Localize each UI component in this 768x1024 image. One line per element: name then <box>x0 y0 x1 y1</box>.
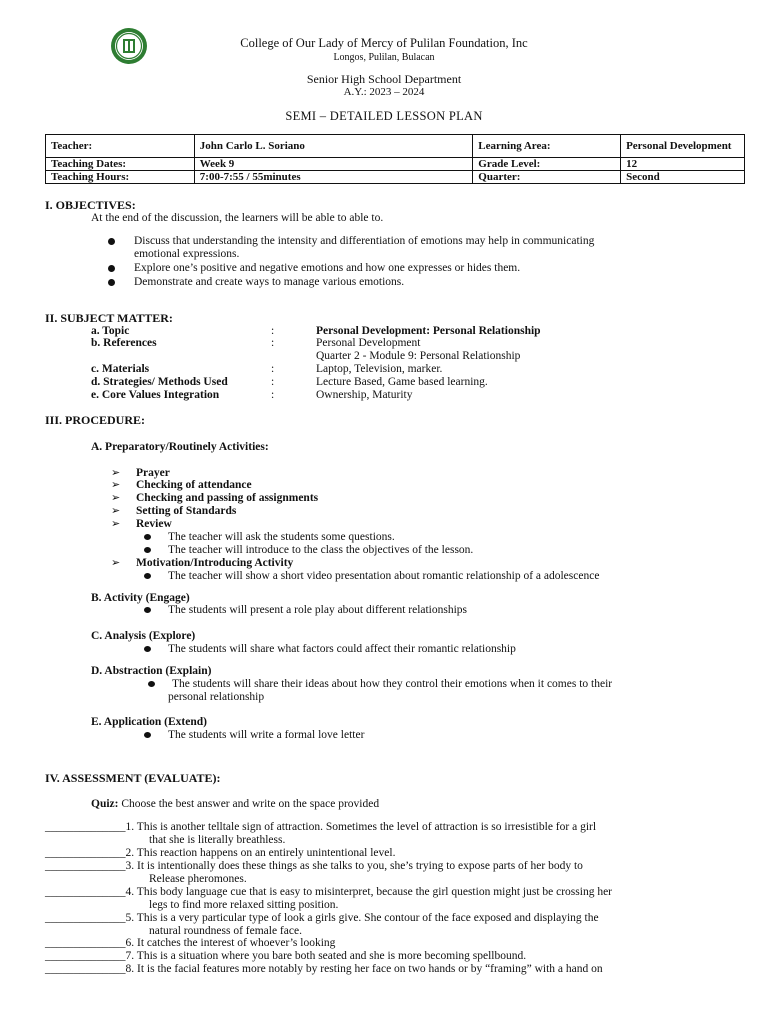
colon-separator: : <box>271 376 275 388</box>
question-text: 6. It catches the interest of whoever’s looking <box>125 937 336 949</box>
answer-blank[interactable]: ______________ <box>45 912 126 924</box>
teacher-value: John Carlo L. Soriano <box>194 135 473 158</box>
question-text: 1. This is another telltale sign of attraction. Sometimes the level of attraction is so irresistible for a girl <box>125 821 597 833</box>
topic-label: a. Topic <box>91 325 130 337</box>
question-text-continued: Release pheromones. <box>149 873 247 885</box>
answer-blank[interactable]: ______________ <box>45 847 126 859</box>
assessment-heading: IV. ASSESSMENT (EVALUATE): <box>45 771 221 785</box>
quiz-instructions <box>91 798 379 811</box>
activity-item: The students will present a role play about different relationships <box>168 604 468 616</box>
teaching-dates-label: Teaching Dates: <box>46 158 195 171</box>
colon-separator: : <box>271 363 275 375</box>
quiz-item <box>45 847 395 860</box>
institution-name: College of Our Lady of Mercy of Pulilan Foundation, Inc <box>240 36 528 50</box>
answer-blank[interactable]: ______________ <box>45 950 126 962</box>
topic-value: Personal Development: Personal Relationship <box>316 325 541 337</box>
answer-blank[interactable]: ______________ <box>45 937 126 949</box>
answer-blank[interactable]: ______________ <box>45 963 126 975</box>
arrow-bullet-icon: ➢ <box>111 557 121 569</box>
objective-item: Demonstrate and create ways to manage various emotions. <box>134 276 405 288</box>
department-name: Senior High School Department <box>306 72 462 86</box>
quiz-item <box>45 937 335 950</box>
preparatory-heading: A. Preparatory/Routinely Activities: <box>91 441 269 453</box>
procedure-heading: III. PROCEDURE: <box>45 413 146 427</box>
question-text: 4. This body language cue that is easy to misinterpret, because the girl question might just be crossing her <box>125 886 613 898</box>
abstraction-item-continued: personal relationship <box>168 691 265 703</box>
quarter-value: Second <box>621 171 745 184</box>
answer-blank[interactable]: ______________ <box>45 860 126 872</box>
quiz-label: Quiz: <box>91 798 119 810</box>
quiz-item <box>45 912 599 925</box>
arrow-bullet-icon: ➢ <box>111 518 121 530</box>
teaching-hours-label: Teaching Hours: <box>46 171 195 184</box>
objectives-intro: At the end of the discussion, the learners will be able to able to. <box>91 212 384 224</box>
prep-item: Setting of Standards <box>136 505 237 517</box>
question-text: 7. This is a situation where you bare both seated and she is more becoming spellbound. <box>125 950 527 962</box>
question-text-continued: that she is literally breathless. <box>149 834 286 846</box>
objective-item-continued: emotional expressions. <box>134 248 240 260</box>
teacher-info-table <box>45 134 745 184</box>
question-text: 3. It is intentionally does these things as she talks to you, she’s trying to expose parts of her body to <box>125 860 583 872</box>
quiz-item <box>45 860 583 873</box>
prep-item: Review <box>136 518 172 530</box>
arrow-bullet-icon: ➢ <box>111 505 121 517</box>
table-row <box>46 158 745 171</box>
teaching-dates-value: Week 9 <box>194 158 473 171</box>
academic-year: A.Y.: 2023 – 2024 <box>343 86 425 98</box>
quiz-item <box>45 821 596 834</box>
quarter-label: Quarter: <box>473 171 621 184</box>
prep-item: Checking of attendance <box>136 479 252 491</box>
core-values-label: e. Core Values Integration <box>91 389 220 401</box>
answer-blank[interactable]: ______________ <box>45 886 126 898</box>
abstraction-item: The students will share their ideas about how they control their emotions when it comes to their <box>172 678 613 690</box>
materials-label: c. Materials <box>91 363 150 375</box>
strategies-value: Lecture Based, Game based learning. <box>316 376 488 388</box>
question-text: 8. It is the facial features more notably by resting her face on two hands or by “framing” with a hand on <box>125 963 603 975</box>
prep-item: Checking and passing of assignments <box>136 492 319 504</box>
abstraction-heading: D. Abstraction (Explain) <box>91 665 212 677</box>
colon-separator: : <box>271 337 275 349</box>
review-item: The teacher will ask the students some questions. <box>168 531 395 543</box>
question-text: 5. This is a very particular type of look a girls give. She contour of the face exposed and displaying the <box>125 912 599 924</box>
question-text-continued: natural roundness of female face. <box>149 925 302 937</box>
teaching-hours-value: 7:00-7:55 / 55minutes <box>194 171 473 184</box>
application-item: The students will write a formal love letter <box>168 729 365 741</box>
analysis-item: The students will share what factors could affect their romantic relationship <box>168 643 516 655</box>
question-text-continued: legs to find more relaxed sitting position. <box>149 899 339 911</box>
core-values-value: Ownership, Maturity <box>316 389 413 401</box>
institution-address: Longos, Pulilan, Bulacan <box>333 52 435 63</box>
subject-matter-heading: II. SUBJECT MATTER: <box>45 311 173 325</box>
prep-item: Prayer <box>136 467 170 479</box>
learning-area-value: Personal Development <box>621 135 745 158</box>
quiz-item <box>45 950 526 963</box>
colon-separator: : <box>271 389 275 401</box>
learning-area-label: Learning Area: <box>473 135 621 158</box>
quiz-item <box>45 963 603 976</box>
references-value: Personal Development <box>316 337 421 349</box>
grade-level-value: 12 <box>621 158 745 171</box>
analysis-heading: C. Analysis (Explore) <box>91 630 196 642</box>
colon-separator: : <box>271 325 275 337</box>
arrow-bullet-icon: ➢ <box>111 467 121 479</box>
objective-item: Discuss that understanding the intensity and differentiation of emotions may help in communicating <box>134 235 595 247</box>
strategies-label: d. Strategies/ Methods Used <box>91 376 228 388</box>
objectives-heading: I. OBJECTIVES: <box>45 198 136 212</box>
grade-level-label: Grade Level: <box>473 158 621 171</box>
question-text: 2. This reaction happens on an entirely unintentional level. <box>125 847 396 859</box>
activity-heading: B. Activity (Engage) <box>91 592 190 604</box>
table-row <box>46 171 745 184</box>
motivation-heading: Motivation/Introducing Activity <box>136 557 294 569</box>
arrow-bullet-icon: ➢ <box>111 492 121 504</box>
arrow-bullet-icon: ➢ <box>111 479 121 491</box>
document-title: SEMI – DETAILED LESSON PLAN <box>285 109 483 123</box>
materials-value: Laptop, Television, marker. <box>316 363 443 375</box>
references-label: b. References <box>91 337 157 349</box>
answer-blank[interactable]: ______________ <box>45 821 126 833</box>
quiz-item <box>45 886 612 899</box>
objective-item: Explore one’s positive and negative emotions and how one expresses or hides them. <box>134 262 521 274</box>
teacher-label: Teacher: <box>46 135 195 158</box>
references-value-2: Quarter 2 - Module 9: Personal Relationship <box>316 350 521 362</box>
table-row <box>46 135 745 158</box>
review-item: The teacher will introduce to the class the objectives of the lesson. <box>168 544 474 556</box>
quiz-instruction-text: Choose the best answer and write on the space provided <box>121 798 380 810</box>
application-heading: E. Application (Extend) <box>91 716 207 728</box>
motivation-item: The teacher will show a short video presentation about romantic relationship of a adolescence <box>168 570 600 582</box>
